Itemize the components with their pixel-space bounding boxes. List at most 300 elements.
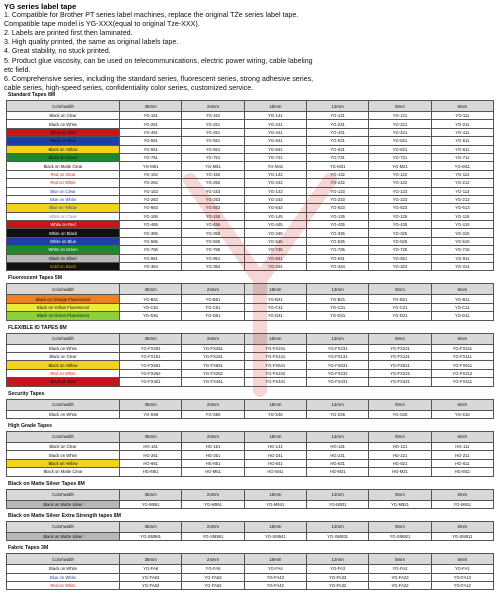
model-code-cell: YG-132	[306, 170, 368, 178]
model-code-cell: YG-FX441	[244, 378, 306, 386]
model-code-cell: YG-B31	[306, 295, 368, 303]
model-code-cell: YG-FX621	[369, 361, 431, 369]
intro-line: cable series, high-speed series, confidentiality color series, customized service.	[4, 83, 254, 92]
model-code-cell: HG-M31	[306, 468, 368, 476]
model-code-cell: YG-315	[431, 229, 493, 237]
model-code-cell: YG-FA53	[182, 573, 244, 581]
model-code-cell: YG-SM961	[120, 532, 182, 540]
color-name-cell: White on Green	[7, 246, 120, 254]
color-name-cell: Black on Matte Clear	[7, 468, 120, 476]
model-code-cell: YG-663	[120, 204, 182, 212]
model-code-cell: YG-261	[120, 120, 182, 128]
column-header: 6mm	[431, 521, 493, 532]
model-code-cell: HG-M51	[182, 468, 244, 476]
model-code-cell: YG-FX262	[120, 369, 182, 377]
model-code-cell: YG-751	[182, 153, 244, 161]
color-name-cell: Black on Green	[7, 153, 120, 161]
model-code-cell: YG-FX242	[244, 369, 306, 377]
model-code-cell: YG-455	[182, 221, 244, 229]
model-code-cell: YG-FX261	[120, 344, 182, 352]
column-header: 12mm	[306, 333, 368, 344]
model-code-cell: YG-911	[431, 254, 493, 262]
table-row	[7, 468, 494, 476]
model-code-cell: YG-FX461	[120, 378, 182, 386]
column-header: 18mm	[244, 333, 306, 344]
table-row	[7, 263, 494, 271]
model-code-cell: HG-M21	[369, 468, 431, 476]
color-name-cell: Black on Clear	[7, 112, 120, 120]
model-code-cell: YG-FX121	[369, 352, 431, 360]
model-code-cell: YG-251	[182, 120, 244, 128]
table-row	[7, 162, 494, 170]
model-code-cell: YG-FA4	[244, 565, 306, 573]
model-code-cell: YG-D31	[306, 312, 368, 320]
column-header: Color\width	[7, 284, 120, 295]
model-code-cell: YG-711	[431, 153, 493, 161]
intro-text	[4, 2, 496, 93]
table-header-row	[7, 333, 494, 344]
column-header: 9mm	[369, 431, 431, 442]
model-code-cell: YG-M921	[369, 500, 431, 508]
table-header-row	[7, 554, 494, 565]
color-name-cell: Black on Orange Fluorescent	[7, 295, 120, 303]
model-code-cell: YG-FX251	[182, 344, 244, 352]
model-code-cell: YG-SM911	[431, 532, 493, 540]
model-code-cell: YG-155	[182, 212, 244, 220]
model-code-cell: YG-364	[120, 263, 182, 271]
model-code-cell: YG-131	[306, 112, 368, 120]
model-code-cell: YG-152	[182, 170, 244, 178]
model-code-cell: YG-SM941	[244, 532, 306, 540]
model-code-cell: YG-B21	[369, 295, 431, 303]
tape-table	[6, 489, 494, 509]
model-code-cell: YG-415	[431, 221, 493, 229]
model-code-cell: YG-211	[431, 120, 493, 128]
column-header: 6mm	[431, 554, 493, 565]
model-code-cell: YG-325	[369, 229, 431, 237]
model-code-cell: HG-231	[306, 451, 368, 459]
model-code-cell: YG-545	[244, 237, 306, 245]
color-name-cell: Black on White	[7, 410, 120, 418]
model-code-cell: HG-641	[244, 459, 306, 467]
color-name-cell: Black on Matte Silver	[7, 500, 120, 508]
model-code-cell: YG-451	[182, 128, 244, 136]
model-code-cell: YG-143	[244, 187, 306, 195]
color-name-cell: Blue on White	[7, 195, 120, 203]
table-row	[7, 295, 494, 303]
model-code-cell: YG-FX252	[182, 369, 244, 377]
model-code-cell: HG-121	[369, 442, 431, 450]
model-code-cell: YG-461	[120, 128, 182, 136]
column-header: 18mm	[244, 284, 306, 295]
model-code-cell: YG-961	[120, 254, 182, 262]
model-code-cell: YG-365	[120, 229, 182, 237]
column-header: 12mm	[306, 284, 368, 295]
table-row	[7, 229, 494, 237]
model-code-cell: HG-131	[306, 442, 368, 450]
model-code-cell: YG-122	[369, 170, 431, 178]
column-header: 18mm	[244, 521, 306, 532]
model-code-cell: HG-M41	[244, 468, 306, 476]
model-code-cell: HG-211	[431, 451, 493, 459]
model-code-cell: YG-D41	[244, 312, 306, 320]
section-title: Fluorescent Tapes 5M	[8, 275, 63, 282]
model-code-cell: YG-465	[120, 221, 182, 229]
table-row	[7, 352, 494, 360]
table-row	[7, 112, 494, 120]
color-name-cell: Red on White	[7, 179, 120, 187]
model-code-cell: YG-263	[120, 195, 182, 203]
model-code-cell: YG-421	[369, 128, 431, 136]
intro-line: Compatible tape model is YG-XXX(equal to original Tze-XXX).	[4, 20, 200, 29]
model-code-cell: YG-FX221	[369, 344, 431, 352]
table-row	[7, 582, 494, 590]
model-code-cell: YG-FX421	[369, 378, 431, 386]
model-code-cell: YG-411	[431, 128, 493, 136]
model-code-cell: YG-FX661	[120, 361, 182, 369]
model-code-cell: YG-162	[120, 170, 182, 178]
model-code-cell: YG-613	[431, 204, 493, 212]
model-code-cell: YG-FX651	[182, 361, 244, 369]
model-code-cell: YG-631	[306, 145, 368, 153]
model-code-cell: YG-425	[369, 221, 431, 229]
model-code-cell: YG-SM951	[182, 532, 244, 540]
color-name-cell: Black on Red	[7, 378, 120, 386]
model-code-cell: YG-233	[306, 195, 368, 203]
column-header: 6mm	[431, 431, 493, 442]
column-header: 18mm	[244, 554, 306, 565]
model-code-cell: YG-145	[244, 212, 306, 220]
model-code-cell: HG-651	[182, 459, 244, 467]
section-7	[6, 544, 494, 590]
model-code-cell: HG-631	[306, 459, 368, 467]
section-1	[6, 274, 494, 320]
model-code-cell: YG-651	[182, 145, 244, 153]
color-name-cell: White on Black	[7, 229, 120, 237]
model-code-cell: YG-113	[431, 187, 493, 195]
model-code-cell: YG-243	[244, 195, 306, 203]
model-code-cell: YG-D51	[182, 312, 244, 320]
model-code-cell: YG-FA22	[369, 582, 431, 590]
table-header-row	[7, 284, 494, 295]
intro-title: YG series label tape	[4, 2, 77, 11]
model-code-cell: YG-121	[369, 112, 431, 120]
column-header: 36mm	[120, 333, 182, 344]
model-code-cell: YG-M931	[306, 500, 368, 508]
model-code-cell: YG-FA43	[244, 573, 306, 581]
model-code-cell: YG-745	[244, 246, 306, 254]
table-header-row	[7, 521, 494, 532]
color-name-cell: Black on White	[7, 344, 120, 352]
column-header: 36mm	[120, 489, 182, 500]
model-code-cell: YG-735	[306, 246, 368, 254]
model-code-cell: YG-D61	[120, 312, 182, 320]
model-code-cell: YG-M21	[369, 162, 431, 170]
model-code-cell: YG-M41	[244, 162, 306, 170]
color-name-cell: Black on White	[7, 565, 120, 573]
model-code-cell: YG-B61	[120, 295, 182, 303]
model-code-cell: YG-FA32	[306, 582, 368, 590]
column-header: 6mm	[431, 489, 493, 500]
table-row	[7, 153, 494, 161]
table-row	[7, 344, 494, 352]
color-name-cell: White on Clear	[7, 212, 120, 220]
model-code-cell: YG-232	[306, 179, 368, 187]
column-header: Color\width	[7, 554, 120, 565]
model-code-cell: YG-221	[369, 120, 431, 128]
model-code-cell: YG-M941	[244, 500, 306, 508]
intro-line: 1. Compatible for Brother PT series label machines, replace the original TZe series label tape.	[4, 11, 299, 20]
model-code-cell: YG-355	[182, 229, 244, 237]
column-header: 24mm	[182, 284, 244, 295]
table-row	[7, 410, 494, 418]
intro-line: 3. High quality printed, the same as original labels tape.	[4, 38, 179, 47]
model-code-cell: YG-445	[244, 221, 306, 229]
model-code-cell: YG-525	[369, 237, 431, 245]
column-header: 9mm	[369, 521, 431, 532]
column-header: 18mm	[244, 489, 306, 500]
column-header: 24mm	[182, 554, 244, 565]
section-title: FLEXIBLE ID TAPES 8M	[8, 324, 67, 331]
column-header: 36mm	[120, 521, 182, 532]
section-4	[6, 422, 494, 477]
column-header: 36mm	[120, 431, 182, 442]
model-code-cell: HG-151	[182, 442, 244, 450]
model-code-cell: HG-161	[120, 442, 182, 450]
model-code-cell: YG-S66	[120, 410, 182, 418]
model-code-cell: YG-111	[431, 112, 493, 120]
model-code-cell: YG-755	[182, 246, 244, 254]
model-code-cell: YG-FA5	[182, 565, 244, 573]
color-name-cell: Red on White	[7, 582, 120, 590]
table-row	[7, 212, 494, 220]
table-header-row	[7, 399, 494, 410]
model-code-cell: YG-521	[369, 137, 431, 145]
column-header: 12mm	[306, 521, 368, 532]
model-code-cell: YG-231	[306, 120, 368, 128]
model-code-cell: YG-535	[306, 237, 368, 245]
column-header: 12mm	[306, 399, 368, 410]
color-name-cell: Red on White	[7, 369, 120, 377]
table-row	[7, 128, 494, 136]
section-title: Black on Matte Silver Tapes 8M	[8, 480, 85, 487]
model-code-cell: YG-FX631	[306, 361, 368, 369]
model-code-cell: YG-D21	[369, 312, 431, 320]
model-code-cell: YG-FA2	[369, 565, 431, 573]
model-code-cell: YG-242	[244, 179, 306, 187]
intro-line: 5. Product glue viscosity, can be used on telecommunications, electric power wiring, cable labeling	[4, 56, 313, 65]
model-code-cell: YG-FA33	[306, 573, 368, 581]
model-code-cell: YG-354	[182, 263, 244, 271]
model-code-cell: YG-FX231	[306, 344, 368, 352]
color-name-cell: Black on Red	[7, 128, 120, 136]
model-code-cell: YG-B41	[244, 295, 306, 303]
model-code-cell: YG-C51	[182, 303, 244, 311]
model-code-cell: YG-324	[369, 263, 431, 271]
model-code-cell: YG-133	[306, 187, 368, 195]
column-header: 36mm	[120, 101, 182, 112]
model-code-cell: YG-561	[120, 137, 182, 145]
model-code-cell: YG-761	[120, 153, 182, 161]
model-code-cell: YG-741	[244, 153, 306, 161]
column-header: 6mm	[431, 333, 493, 344]
model-code-cell: YG-715	[431, 246, 493, 254]
column-header: Color\width	[7, 399, 120, 410]
section-title: Black on Matte Silver Extra Strength tapes 8M	[8, 512, 122, 519]
model-code-cell: YG-C11	[431, 303, 493, 311]
model-code-cell: YG-213	[431, 195, 493, 203]
table-header-row	[7, 101, 494, 112]
model-code-cell: YG-252	[182, 179, 244, 187]
model-code-cell: YG-FX151	[182, 352, 244, 360]
model-code-cell: YG-FA62	[120, 582, 182, 590]
column-header: 36mm	[120, 284, 182, 295]
tape-table	[6, 100, 494, 271]
model-code-cell: YG-FA52	[182, 582, 244, 590]
model-code-cell: YG-M31	[306, 162, 368, 170]
intro-line: etc field.	[4, 65, 31, 74]
model-code-cell: YG-725	[369, 246, 431, 254]
table-row	[7, 312, 494, 320]
model-code-cell: HG-621	[369, 459, 431, 467]
table-row	[7, 237, 494, 245]
model-code-cell: YG-FA42	[244, 582, 306, 590]
color-name-cell: Black on White	[7, 451, 120, 459]
color-name-cell: Black on White	[7, 120, 120, 128]
section-0	[6, 91, 494, 271]
color-name-cell: Red on Clear	[7, 170, 120, 178]
column-header: Color\width	[7, 521, 120, 532]
color-name-cell: Black on Matte Clear	[7, 162, 120, 170]
model-code-cell: YG-163	[120, 187, 182, 195]
model-code-cell: HG-261	[120, 451, 182, 459]
color-name-cell: Black on Clear	[7, 352, 120, 360]
model-code-cell: YG-FA63	[120, 573, 182, 581]
model-code-cell: YG-125	[369, 212, 431, 220]
model-code-cell: YG-FA3	[306, 565, 368, 573]
column-header: 12mm	[306, 554, 368, 565]
model-code-cell: YG-FX411	[431, 378, 493, 386]
column-header: 9mm	[369, 489, 431, 500]
table-row	[7, 378, 494, 386]
column-header: Color\width	[7, 101, 120, 112]
model-code-cell: HG-221	[369, 451, 431, 459]
model-code-cell: YG-212	[431, 179, 493, 187]
tape-table	[6, 333, 494, 387]
model-code-cell: YG-551	[182, 137, 244, 145]
color-name-cell: White on Red	[7, 221, 120, 229]
model-code-cell: YG-633	[306, 204, 368, 212]
column-header: 12mm	[306, 101, 368, 112]
tape-spec-sheet	[6, 91, 494, 593]
column-header: Color\width	[7, 431, 120, 442]
model-code-cell: YG-123	[369, 187, 431, 195]
model-code-cell: YG-541	[244, 137, 306, 145]
column-header: 24mm	[182, 431, 244, 442]
model-code-cell: YG-334	[306, 263, 368, 271]
model-code-cell: YG-115	[431, 212, 493, 220]
model-code-cell: YG-611	[431, 145, 493, 153]
model-code-cell: YG-335	[306, 229, 368, 237]
model-code-cell: YG-FX212	[431, 369, 493, 377]
model-code-cell: YG-441	[244, 128, 306, 136]
model-code-cell: YG-FX232	[306, 369, 368, 377]
model-code-cell: YG-C41	[244, 303, 306, 311]
model-code-cell: YG-555	[182, 237, 244, 245]
column-header: 6mm	[431, 399, 493, 410]
model-code-cell: YG-435	[306, 221, 368, 229]
color-name-cell: Blue on Clear	[7, 187, 120, 195]
model-code-cell: YG-142	[244, 170, 306, 178]
model-code-cell: YG-S26	[369, 410, 431, 418]
table-row	[7, 221, 494, 229]
color-name-cell: Black on Yellow	[7, 459, 120, 467]
color-name-cell: Black on Blue	[7, 137, 120, 145]
model-code-cell: YG-951	[182, 254, 244, 262]
table-row	[7, 170, 494, 178]
model-code-cell: YG-FX141	[244, 352, 306, 360]
color-name-cell: Gold on Black	[7, 263, 120, 271]
column-header: 24mm	[182, 333, 244, 344]
table-row	[7, 442, 494, 450]
column-header: 9mm	[369, 399, 431, 410]
model-code-cell: HG-141	[244, 442, 306, 450]
model-code-cell: HG-111	[431, 442, 493, 450]
table-header-row	[7, 431, 494, 442]
column-header: 36mm	[120, 399, 182, 410]
column-header: 12mm	[306, 431, 368, 442]
model-code-cell: YG-C21	[369, 303, 431, 311]
intro-line: 6. Comprehensive series, including the standard series, fluorescent series, strong adhesive series,	[4, 74, 314, 83]
tape-table	[6, 283, 494, 320]
model-code-cell: YG-621	[369, 145, 431, 153]
model-code-cell: YG-FA23	[369, 573, 431, 581]
model-code-cell: HG-661	[120, 459, 182, 467]
table-row	[7, 303, 494, 311]
section-6	[6, 512, 494, 541]
model-code-cell: YG-FA13	[431, 573, 493, 581]
model-code-cell: YG-641	[244, 145, 306, 153]
section-3	[6, 390, 494, 419]
model-code-cell: YG-661	[120, 145, 182, 153]
table-row	[7, 246, 494, 254]
table-row	[7, 369, 494, 377]
model-code-cell: YG-643	[244, 204, 306, 212]
color-name-cell: Blue on White	[7, 573, 120, 581]
model-code-cell: YG-241	[244, 120, 306, 128]
table-row	[7, 565, 494, 573]
model-code-cell: YG-FX641	[244, 361, 306, 369]
section-2	[6, 324, 494, 387]
section-title: High Grade Tapes	[8, 422, 53, 429]
model-code-cell: YG-151	[182, 112, 244, 120]
table-header-row	[7, 489, 494, 500]
model-code-cell: HG-241	[244, 451, 306, 459]
color-name-cell: Black on Yellow	[7, 145, 120, 153]
table-row	[7, 120, 494, 128]
model-code-cell: YG-161	[120, 112, 182, 120]
table-row	[7, 204, 494, 212]
model-code-cell: YG-112	[431, 170, 493, 178]
model-code-cell: YG-FX611	[431, 361, 493, 369]
table-row	[7, 145, 494, 153]
model-code-cell: YG-153	[182, 187, 244, 195]
model-code-cell: YG-M911	[431, 500, 493, 508]
model-code-cell: YG-141	[244, 112, 306, 120]
model-code-cell: YG-S56	[182, 410, 244, 418]
model-code-cell: YG-S16	[431, 410, 493, 418]
model-code-cell: YG-653	[182, 204, 244, 212]
